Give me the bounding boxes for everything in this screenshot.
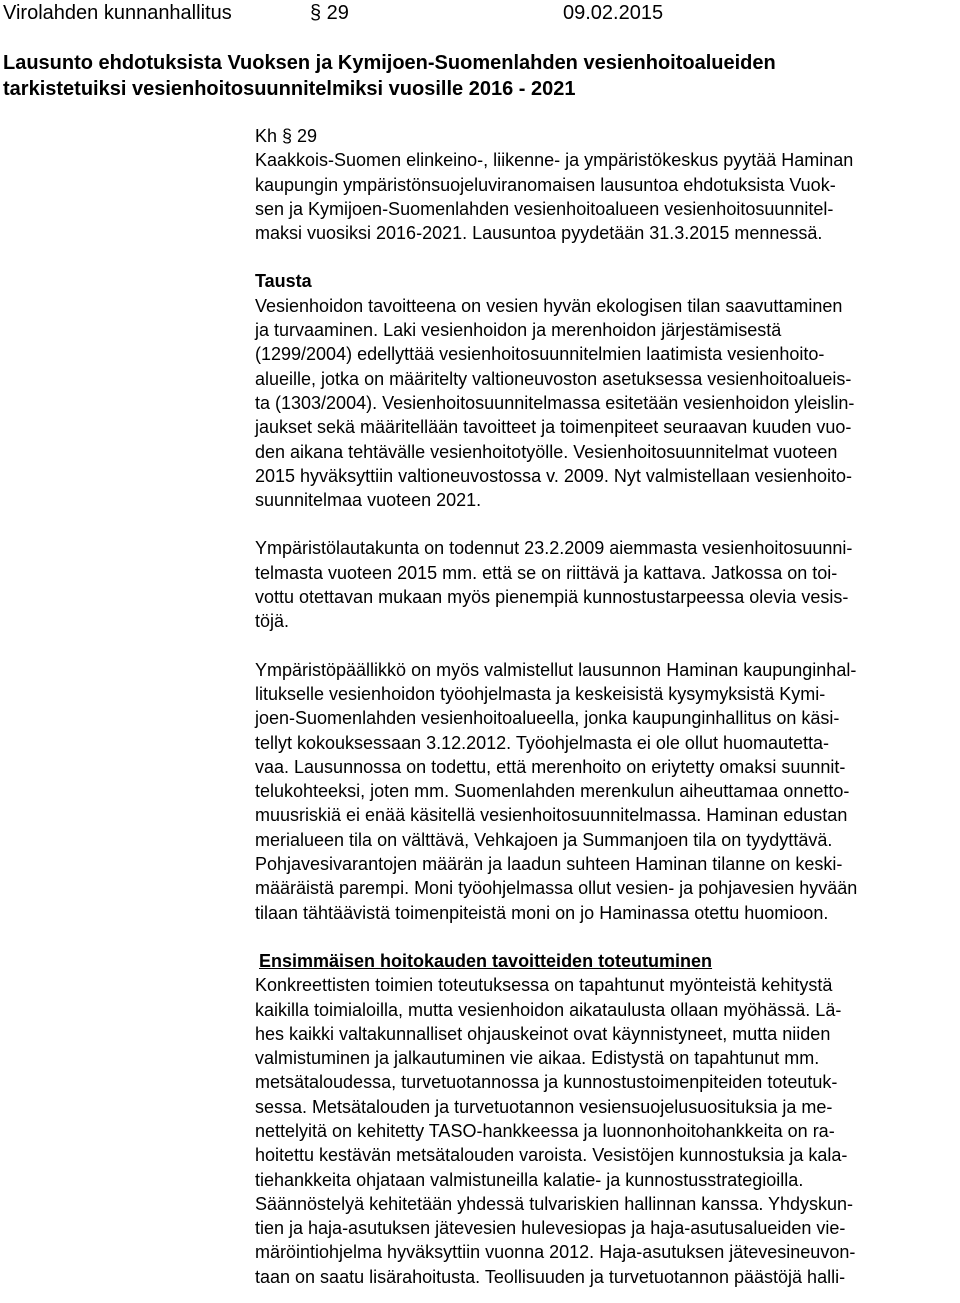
reference-line: Kh § 29 (255, 126, 318, 146)
section-heading: Ensimmäisen hoitokauden tavoitteiden toteutuminen (259, 950, 713, 971)
tausta-heading: Tausta (255, 271, 312, 292)
organization-name: Virolahden kunnanhallitus (3, 2, 232, 24)
document-title: Lausunto ehdotuksista Vuoksen ja Kymijoen-Suomenlahden vesienhoitoalueiden tarkistetuiksi vesienhoitosuunnitelmiksi vuosille 2016 - 2021 (3, 52, 776, 100)
section-paragraph: Konkreettisten toimien toteutuksessa on tapahtunut myönteistä kehitystä kaikilla toimialoilla, mutta vesienhoidon aikataulusta ollaan myöhässä. Lä- hes kaikki valtakunnalliset ohjauskeinot ovat käynnistyneet, mutta niiden valmistuminen ja jalkautuminen vie aikaa. Edistystä on tapahtunut mm. metsätaloudessa, turvetuotannossa ja kunnostustoimenpiteiden toteutuk- sessa. Metsätalouden ja turvetuotannon vesiensuojelusuosituksia ja me- nettelyitä on kehitetty TASO-hankkeessa ja luonnonhoitohankkeita on ra- hoitettu kestävän metsätalouden varoista. Vesistöjen kunnostuksia ja kala- tiehankkeita ohjataan valmistuneilla kalatie- ja kunnostusstrategioilla. Säännöstelyä kehitetään yhdessä tulvariskien hallinnan kanssa. Yhdyskun- tien ja haja-asutuksen jätevesien hulevesiopas ja haja-asutusalueiden vie- märöintiohjelma hyväksyttiin vuonna 2012. Haja-asutuksen jätevesineuvon- taan on saatu lisärahoitusta. Teollisuuden ja turvetuotannon päästöjä halli- (255, 975, 856, 1287)
lautakunta-paragraph: Ympäristölautakunta on todennut 23.2.2009 aiemmasta vesienhoitosuunni- telmasta vuoteen 2015 mm. että se on riittävä ja kattava. Jatkossa on toi- vottu otettavan mukaan myös pienempiä kunnostustarpeessa olevia vesis- töjä. (255, 538, 853, 632)
intro-paragraph: Kaakkois-Suomen elinkeino-, liikenne- ja ympäristökeskus pyytää Haminan kaupungin ympäristönsuojeluviranomaisen lausuntoa ehdotuksista Vuok- sen ja Kymijoen-Suomenlahden vesienhoitoalueen vesienhoitosuunnitel- maksi vuosiksi 2016-2021. Lausuntoa pyydetään 31.3.2015 mennessä. (255, 150, 854, 244)
document-body (255, 124, 960, 1289)
meeting-date: 09.02.2015 (563, 2, 664, 24)
document-header (0, 0, 960, 26)
section-number: § 29 (310, 2, 349, 24)
paallikko-paragraph: Ympäristöpäällikkö on myös valmistellut lausunnon Haminan kaupunginhal- litukselle vesienhoidon työohjelmasta ja keskeisistä kysymyksistä Kymi- joen-Suomenlahden vesienhoitoalueella, jonka kaupunginhallitus on käsi- tellyt kokouksessaan 3.12.2012. Työohjelmasta ei ole ollut huomautetta- vaa. Lausunnossa on todettu, että merenhoito on eriytetty omaksi suunnit- telukohteeksi, joten mm. Suomenlahden merenkulun aiheuttamaa onnetto- muusriskiä ei enää käsitellä vesienhoitosuunnitelmassa. Haminan edustan merialueen tila on välttävä, Vehkajoen ja Summanjoen tila on tyydyttävä. Pohjavesivarantojen määrän ja laadun suhteen Haminan tilanne on keski- määräistä parempi. Moni työohjelmassa ollut vesien- ja pohjavesien hyvään tilaan tähtäävistä toimenpiteistä moni on jo Haminassa otettu huomioon. (255, 659, 858, 923)
tausta-paragraph: Vesienhoidon tavoitteena on vesien hyvän ekologisen tilan saavuttaminen ja turvaaminen. Laki vesienhoidon ja merenhoidon järjestämisestä (1299/2004) edellyttää vesienhoitosuunnitelmien laatimista vesienhoito- alueille, jotka on määritelty valtioneuvoston asetuksessa vesienhoitoalueis- ta (1303/2004). Vesienhoitosuunnitelmassa esitetään vesienhoidon yleislin- jaukset sekä määritellään tavoitteet ja toimenpiteet seuraavan kuuden vuo- den aikana tehtävälle vesienhoitotyölle. Vesienhoitosuunnitelmat vuoteen 2015 hyväksyttiin valtioneuvostossa v. 2009. Nyt valmistellaan vesienhoito- suunnitelmaa vuoteen 2021. (255, 295, 855, 511)
